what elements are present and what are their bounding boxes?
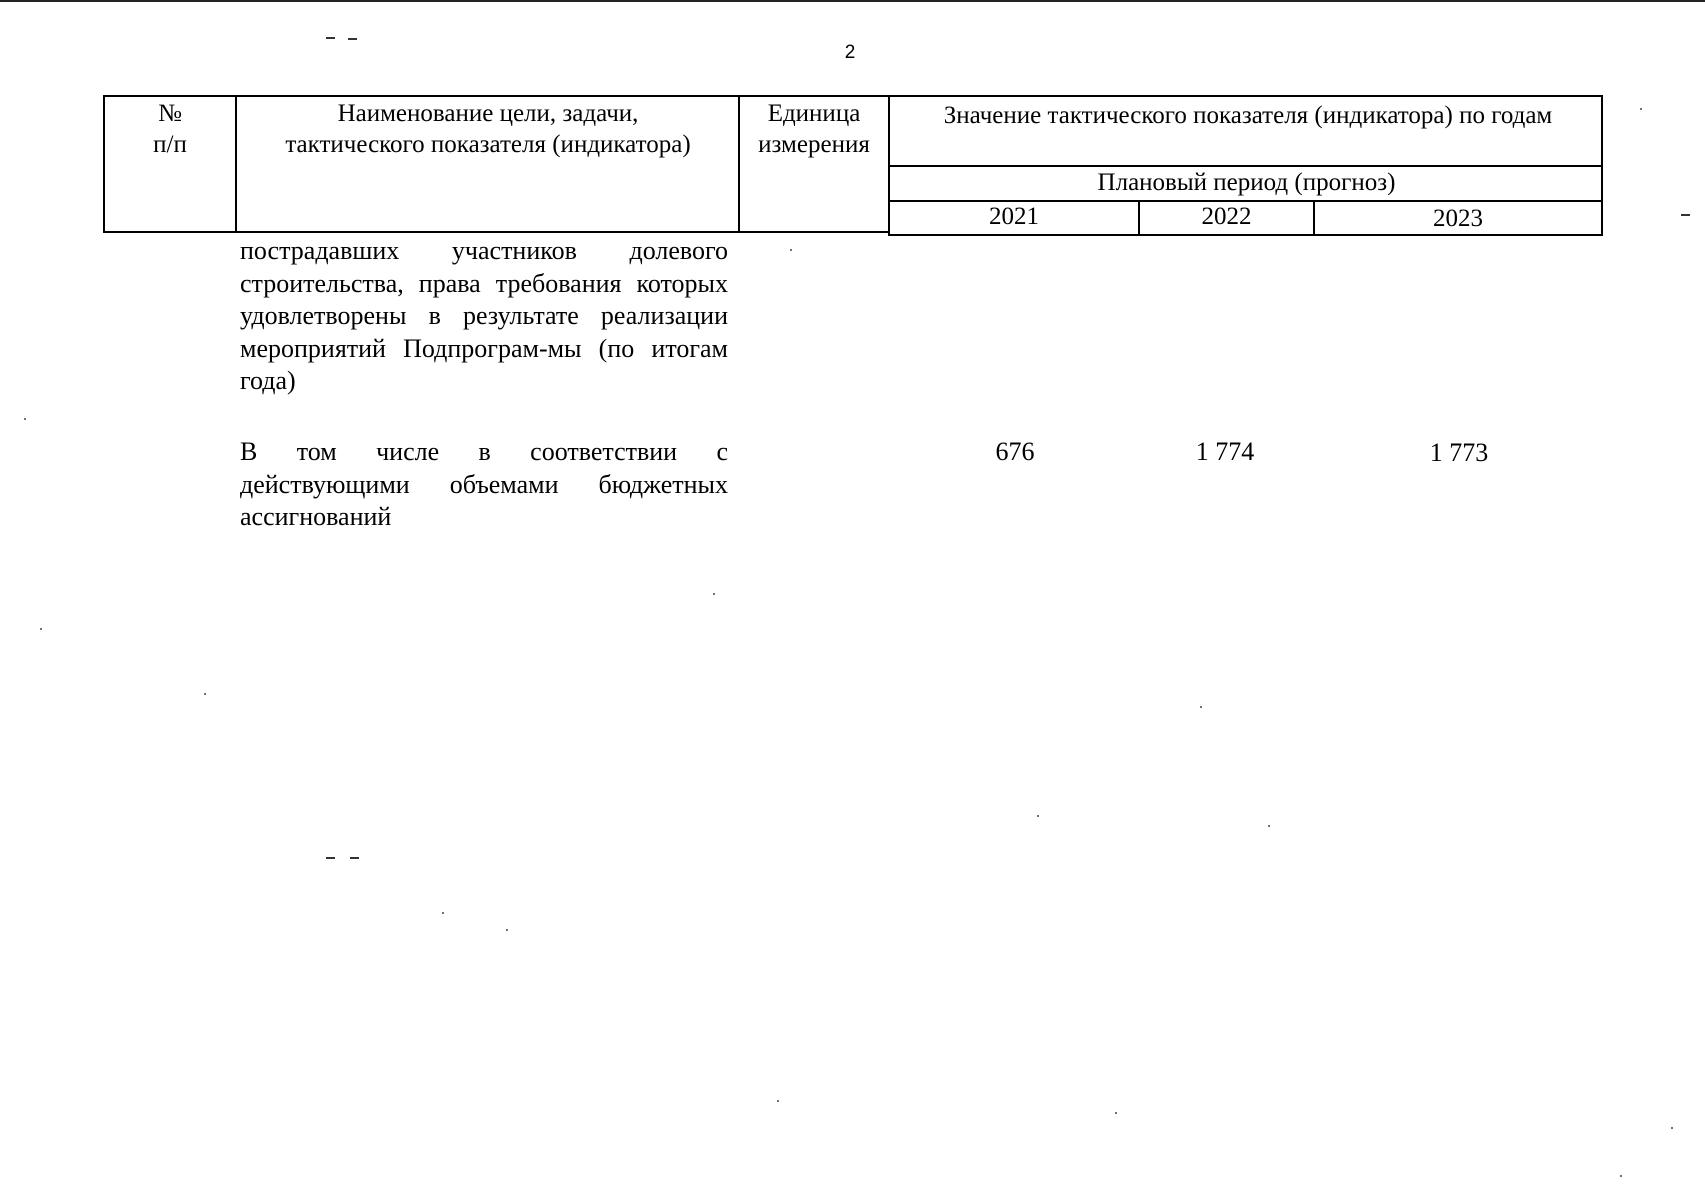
scan-speck xyxy=(1620,1175,1622,1177)
scan-speck xyxy=(1681,214,1690,216)
scan-speck xyxy=(777,1100,779,1102)
header-number-label: № п/п xyxy=(153,100,187,158)
header-planning-period: Плановый период (прогноз) xyxy=(1097,169,1396,196)
scan-speck xyxy=(790,249,792,251)
table-header xyxy=(103,95,1603,237)
scan-speck xyxy=(40,628,42,630)
header-year-2022: 2022 xyxy=(1201,203,1252,230)
scan-speck xyxy=(348,38,357,40)
header-unit-label: Единица измерения xyxy=(758,100,870,158)
scan-speck xyxy=(1115,1112,1117,1114)
scan-speck xyxy=(1640,108,1642,110)
top-border-rule xyxy=(0,0,1705,2)
scan-speck xyxy=(1200,706,1202,708)
divider-number-name xyxy=(235,95,237,233)
scan-speck xyxy=(442,912,444,914)
header-name-label: Наименование цели, задачи, тактического показателя (индикатора) xyxy=(285,100,691,158)
row-2-value-2023: 1 773 xyxy=(1429,438,1489,467)
scan-speck xyxy=(1268,825,1270,827)
scan-speck xyxy=(24,418,26,420)
header-bottom-border-left xyxy=(103,231,890,233)
header-bottom-border-right xyxy=(890,234,1603,236)
scan-speck xyxy=(204,693,206,695)
scan-speck xyxy=(1037,815,1039,817)
header-year-2021: 2021 xyxy=(989,203,1039,230)
row-2-name: В том числе в соответствии с действующими объемами бюджетных ассигнований xyxy=(240,437,728,531)
scan-speck xyxy=(326,37,335,39)
header-year-2023: 2023 xyxy=(1433,205,1483,232)
scan-speck xyxy=(1671,1127,1673,1129)
scan-speck xyxy=(713,593,715,595)
header-top-border xyxy=(103,95,1603,97)
scan-speck xyxy=(350,857,359,859)
page-number: 2 xyxy=(844,42,856,63)
scan-speck xyxy=(326,857,335,859)
header-values-label: Значение тактического показателя (индикатора) по годам xyxy=(943,102,1553,129)
row-2-value-2022: 1 774 xyxy=(1195,437,1255,466)
row-2-value-2021: 676 xyxy=(995,437,1035,466)
row-1-name: пострадавших участников долевого строительства, права требования которых удовлетворены в результате реализации мероприятий Подпрограм-мы (по итогам года) xyxy=(240,236,728,395)
scan-speck xyxy=(506,929,508,931)
